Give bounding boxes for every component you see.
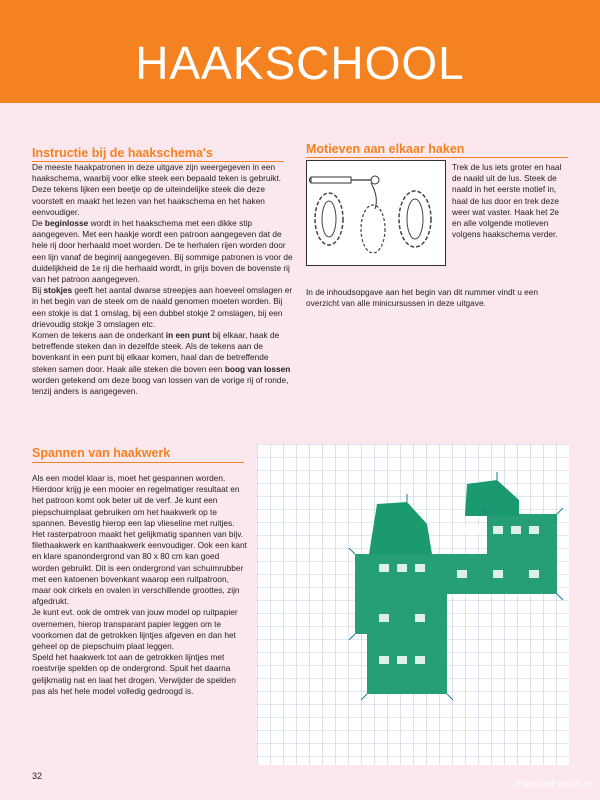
instructie-p2: De beginlosse wordt in het haakschema met een dikke stip aangegeven. Met een haakje wordt een patroon aangegeven dat de hele rij door herhaald moet worden. De te herhalen rijen worden door een lijn vanaf de beginrij aangegeven. Bij sommige patronen is voor de duidelijkheid de 1e rij die herhaald wordt, in grijs boven de bovenste rij van het patroon aangegeven. — [32, 218, 293, 285]
instructie-p4: Komen de tekens aan de onderkant in een punt bij elkaar, haak de betreffende steken dan in dezelfde steek. Als de tekens aan de bovenkant in een punt bij elkaar komen, haal dan de betreffende steken samen door. Haak alle steken die boven een boog van lossen worden getekend om deze boog van lossen van de vorige rij of ronde, tenzij anders is aangegeven. — [32, 330, 291, 397]
instructie-p1: De meeste haakpatronen in deze uitgave zijn weergegeven in een haakschema, waarbij voor elke steek een bepaald teken is gebruikt. Deze tekens lijken een beetje op de uiteindelijke steek die deze voorstelt en maakt het lezen van het haakschema en het haken eenvoudiger. — [32, 162, 282, 217]
header-banner — [0, 0, 600, 103]
grid-lace-illustration-icon — [257, 444, 569, 765]
blocking-photo — [257, 444, 569, 765]
spannen-text — [32, 473, 248, 697]
section-title-motieven: Motieven aan elkaar haken — [306, 142, 465, 156]
page-number: 32 — [32, 771, 43, 781]
crochet-hook-diagram-icon — [307, 161, 445, 265]
instructie-text — [32, 162, 294, 397]
section-title-instructie: Instructie bij de haakschema's — [32, 146, 213, 160]
spannen-p1: Als een model klaar is, moet het gespannen worden. Hierdoor krijg je een mooier en regelmatiger resultaat en het patroon komt ook beter uit de verf. Je kunt een piepschuimplaat gebruiken om het haakwerk op te spannen. Bevestig hierop een lap vlieseline met ruitjes. Het rasterpatroon maakt het gelijkmatig spannen van bijv. filethaakwerk en kanthaakwerk eenvoudiger. Ook een kant en klare spanondergrond van 80 x 80 cm kan goed worden gebruikt. Dit is een ondergrond van schuimrubber met een katoenen bovenkant waarop een ruitpatroon, maar ook cirkels en ovalen in verschillende groottes, zijn afgedrukt. — [32, 473, 247, 607]
page-title: HAAKSCHOOL — [135, 37, 465, 89]
motieven-note: In de inhoudsopgave aan het begin van dit nummer vindt u een overzicht van alle minicursussen in deze uitgave. — [306, 287, 539, 309]
section-title-spannen: Spannen van haakwerk — [32, 446, 171, 460]
spannen-p2: Je kunt evt. ook de omtrek van jouw model op ruitpapier overnemen, hierop transparant papier leggen om te voorkomen dat de getrokken lijntjes afgeven en dan het geheel op de piepschuim plaat leggen. — [32, 607, 238, 652]
watermark: PassionForum.ru — [515, 779, 592, 790]
section-rule — [306, 157, 568, 158]
spannen-p3: Speld het haakwerk tot aan de getrokken lijntjes met roestvrije spelden op de ondergrond. Spuit het daarna gelijkmatig nat en laat het drogen. Verwijder de spelden pas als het hele model volledig gedroogd is. — [32, 652, 236, 696]
joining-motifs-diagram — [306, 160, 446, 266]
instructie-p3: Bij stokjes geeft het aantal dwarse streepjes aan hoeveel omslagen er in het begin van de steek om de naald genomen moeten worden. Bij een stokje is dat 1 omslag, bij een dubbel stokje 2 omslagen, bij een drievoudig stokje 3 omslagen etc. — [32, 285, 293, 329]
section-rule — [32, 462, 244, 463]
motieven-side-text: Trek de lus iets groter en haal de naald uit de lus. Steek de naald in het eerste motief in, haal de lus door en trek deze weer wat vaster. Haak het 2e en alle volgende motieven volgens haakschema verder. — [452, 162, 562, 240]
